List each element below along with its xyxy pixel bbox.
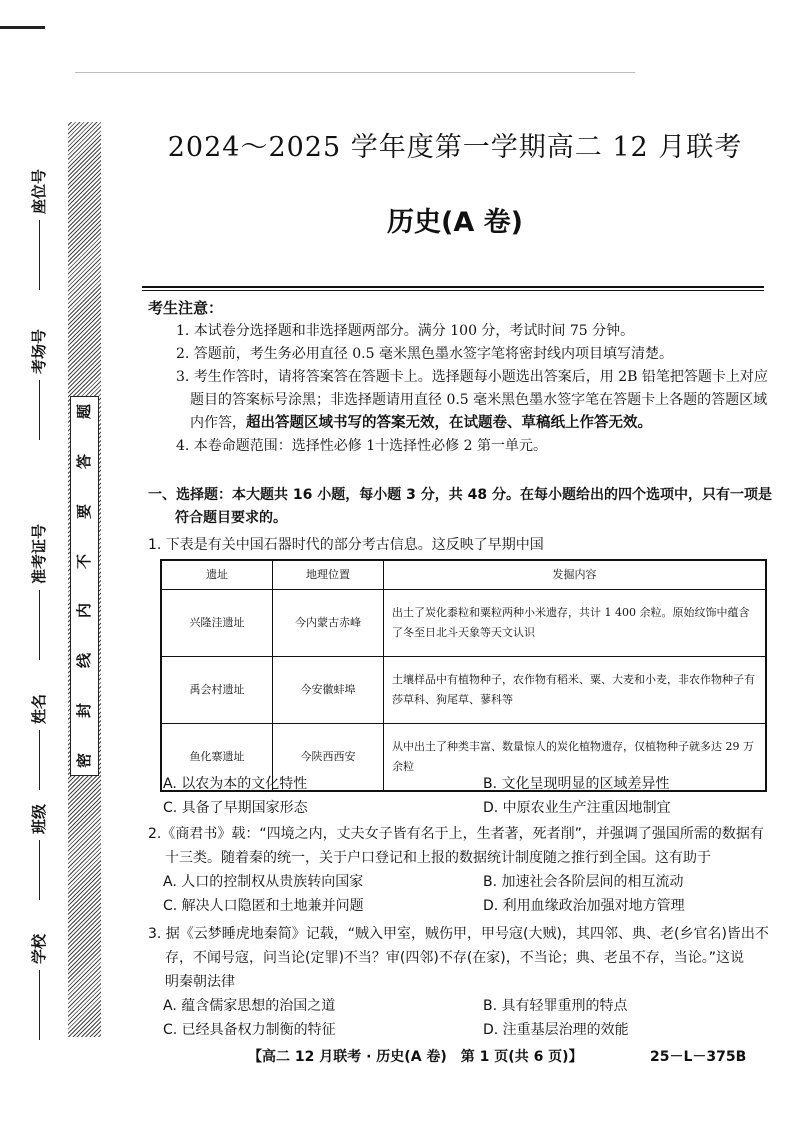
name-label: 姓名 [30, 693, 48, 724]
name-field[interactable] [28, 694, 49, 790]
candidate-notice [148, 297, 773, 458]
notice-item-text: 3. 考生作答时，请将答案答在答题卡上。选择题每小题选出答案后，用 2B 铅笔把答题卡上对应题目的答案标号涂黑；非选择题请用直径 0.5 毫米黑色墨水签字笔在答题卡上各题的答题区域内作答， [176, 369, 768, 431]
question-stem: 1. 下表是有关中国石器时代的部分考古信息。这反映了早期中国 [148, 537, 544, 553]
notice-item: 2. 答题前，考生务必用直径 0.5 毫米黑色墨水签字笔将密封线内项目填写清楚。 [176, 346, 673, 362]
seat-label: 座位号 [30, 168, 48, 214]
room-field[interactable] [28, 329, 49, 440]
seal-char: 不 [74, 553, 93, 569]
subject-title: 历史(A 卷) [387, 207, 523, 238]
seat-line[interactable] [39, 220, 40, 290]
school-label: 学校 [30, 933, 48, 964]
option-a[interactable]: A. 人口的控制权从贵族转向国家 [163, 874, 364, 890]
table-cell: 鱼化寨遗址 [161, 724, 273, 792]
header-rule-thin [142, 290, 764, 291]
notice-title: 考生注意： [148, 299, 224, 317]
table-cell: 出土了炭化黍粒和粟粒两种小米遗存，共计 1 400 余粒。原始纹饰中蕴含了冬至日北斗天象等天文认识 [384, 590, 767, 657]
table-cell: 今安徽蚌埠 [273, 657, 384, 724]
seal-char: 要 [74, 503, 93, 519]
question-stem: 存，不闻号寇，问当论(定罪)不当？审(四邻)不存(在家)，不当论；典、老虽不存，当论。”这说 [165, 950, 745, 966]
option-c[interactable]: C. 具备了早期国家形态 [163, 800, 308, 816]
section-heading-line: 一、选择题：本大题共 16 小题，每小题 3 分，共 48 分。在每小题给出的四个选项中，只有一项是 [148, 487, 772, 503]
seat-field[interactable] [28, 169, 49, 290]
ticket-field[interactable] [28, 524, 49, 660]
column-header: 遗址 [161, 560, 273, 590]
notice-item: 1. 本试卷分选择题和非选择题两部分。满分 100 分，考试时间 75 分钟。 [176, 323, 635, 339]
table-cell: 今内蒙古赤峰 [273, 590, 384, 657]
question-1-stem [148, 533, 773, 557]
class-label: 班级 [30, 803, 48, 834]
room-line[interactable] [39, 380, 40, 440]
section-heading [148, 484, 773, 530]
table-cell: 从中出土了种类丰富、数量惊人的炭化植物遗存，仅植物种子就多达 29 万余粒 [384, 724, 767, 792]
option-b[interactable]: B. 加速社会各阶层间的相互流动 [483, 874, 684, 890]
column-header: 发掘内容 [384, 560, 767, 590]
option-d[interactable]: D. 注重基层治理的效能 [483, 1022, 629, 1038]
archaeology-table [160, 559, 767, 792]
option-c[interactable]: C. 解决人口隐匿和土地兼并问题 [163, 898, 364, 914]
footer-page-info: 【高二 12 月联考 · 历史(A 卷) 第 1 页(共 6 页)】 [248, 1049, 583, 1065]
option-d[interactable]: D. 利用血缘政治加强对地方管理 [483, 898, 685, 914]
exam-title: 2024～2025 学年度第一学期高二 12 月联考 [167, 132, 743, 163]
column-header: 地理位置 [273, 560, 384, 590]
table-cell: 兴隆洼遗址 [161, 590, 273, 657]
seal-char: 内 [74, 603, 93, 619]
question-stem: 十三类。随着秦的统一，关于户口登记和上报的数据统计制度随之推行到全国。这有助于 [165, 850, 711, 866]
header-rule [142, 286, 764, 288]
school-line[interactable] [39, 970, 40, 1040]
ticket-label: 准考证号 [30, 523, 48, 584]
question-3 [148, 922, 773, 1042]
name-line[interactable] [39, 730, 40, 790]
option-b[interactable]: B. 文化呈现明显的区域差异性 [483, 776, 670, 792]
notice-item: 4. 本卷命题范围：选择性必修 1十选择性必修 2 第一单元。 [176, 438, 547, 454]
school-field[interactable] [28, 934, 49, 1040]
seal-char: 答 [74, 453, 93, 469]
seal-char: 封 [74, 703, 93, 719]
seal-char: 题 [74, 403, 93, 420]
footer-code: 25－L－375B [650, 1049, 747, 1065]
question-2 [148, 822, 773, 918]
option-a[interactable]: A. 蕴含儒家思想的治国之道 [163, 998, 336, 1014]
table-cell: 禹会村遗址 [161, 657, 273, 724]
question-stem: 2.《商君书》载：“四境之内，丈夫女子皆有名于上，生者著，死者削”，并强调了强国所需的数据有 [148, 826, 764, 842]
table-cell: 土壤样品中有植物种子，农作物有稻米、粟、大麦和小麦，非农作物种子有莎草科、狗尾草、蓼科等 [384, 657, 767, 724]
table-header-row [161, 560, 766, 590]
room-label: 考场号 [30, 328, 48, 374]
table-row [161, 590, 766, 657]
notice-item [176, 366, 773, 435]
class-field[interactable] [28, 804, 49, 900]
question-1-options [148, 772, 773, 820]
top-divider [75, 72, 635, 73]
option-b[interactable]: B. 具有轻罪重刑的特点 [483, 998, 628, 1014]
table-row [161, 657, 766, 724]
question-stem: 明秦朝法律 [165, 974, 235, 990]
corner-mark [0, 26, 45, 29]
seal-char: 线 [74, 653, 93, 669]
section-heading-line: 符合题目要求的。 [175, 510, 287, 526]
option-d[interactable]: D. 中原农业生产注重因地制宜 [483, 800, 671, 816]
seal-line-box [70, 396, 99, 776]
seal-char: 密 [74, 752, 93, 768]
class-line[interactable] [39, 840, 40, 900]
option-c[interactable]: C. 已经具备权力制衡的特征 [163, 1022, 336, 1038]
question-stem: 3. 据《云梦睡虎地秦简》记载，“贼入甲室，贼伤甲，甲号寇(大贼)，其四邻、典、老(乡官名)皆出不 [148, 926, 769, 942]
option-a[interactable]: A. 以农为本的文化特性 [163, 776, 308, 792]
notice-item-emphasis: 超出答题区域书写的答案无效，在试题卷、草稿纸上作答无效。 [246, 415, 652, 431]
ticket-line[interactable] [39, 590, 40, 660]
table-cell: 今陕西西安 [273, 724, 384, 792]
